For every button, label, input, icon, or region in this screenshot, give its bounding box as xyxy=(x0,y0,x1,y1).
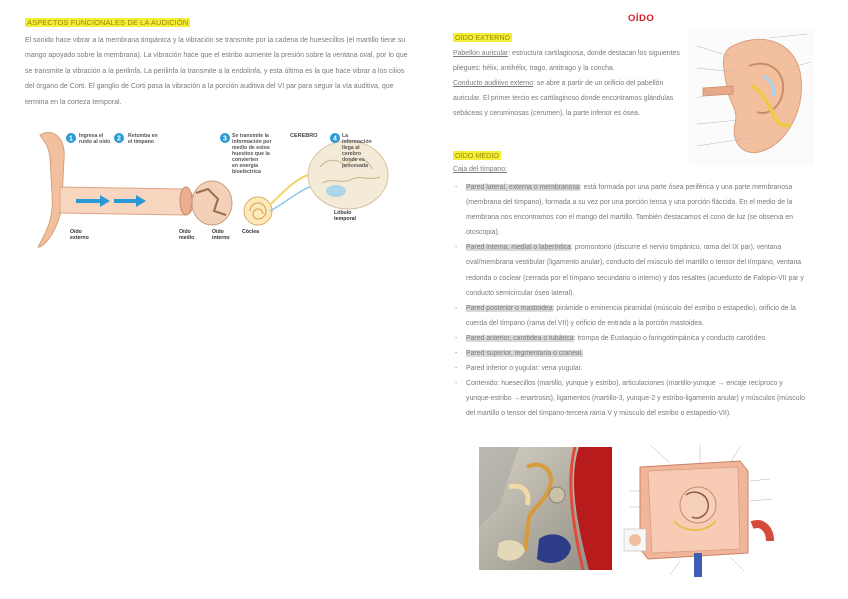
step-badge-1 xyxy=(66,133,110,145)
step-1-number: 1 xyxy=(69,135,73,143)
step-3-line-2: información por xyxy=(232,139,272,145)
term-conducto: Conducto auditivo externo xyxy=(453,80,534,87)
label-lobulo-2: temporal xyxy=(334,216,356,222)
item-text: Contenido: huesecillos (martillo, yunque y estribo), articulaciones (martillo-yunque → encaje recíproco y yunque-estribo →enartrosis), ligamentos (martillo-3, yunque-2 y estribo-ligamento anular) y músculos (músculo del martillo o tensor del tímpano-tercera rama V y músculo del estribo o estapedio-VII). xyxy=(466,380,805,418)
step-3-line-3: medio de estos xyxy=(232,145,270,151)
list-item xyxy=(453,240,809,300)
section-heading-oido-medio: OÍDO MEDIO xyxy=(455,151,499,160)
list-item xyxy=(453,180,809,240)
oido-externo-paragraph-1 xyxy=(453,46,687,76)
item-text: Pared inferior o yugular: vena yugular. xyxy=(466,365,583,373)
label-oido-externo-2: externo xyxy=(70,235,89,241)
step-badge-3 xyxy=(220,133,271,175)
step-2-line-2: el tímpano xyxy=(128,139,154,145)
step-3-line-1: Se transmite la xyxy=(232,133,269,139)
label-lobulo-1: Lóbulo xyxy=(334,210,352,216)
caja-timpano-list xyxy=(453,180,809,422)
ossicles-photo xyxy=(479,447,612,570)
label-oido-medio-2: medio xyxy=(179,235,195,241)
step-4-line-2: información xyxy=(342,139,372,145)
item-term: Pared lateral, externa o membranosa xyxy=(466,184,580,191)
step-1-line-1: Ingresa el xyxy=(79,133,104,139)
hearing-process-diagram xyxy=(36,129,396,249)
item-text: : está formada por una parte ósea periférica y una parte membranosa (membrana del tímpano), formada a su vez por una porción tensa y una porción fláccida. En el medio de la membrana nos encontramos con el mango del martillo. También destacamos el cono de luz (se observa en otoscopia). xyxy=(466,184,793,237)
term-pabellon: Pabellón auricular xyxy=(453,50,509,57)
step-4-line-5: donde es xyxy=(342,157,365,163)
step-3-line-5: convierten xyxy=(232,157,259,163)
step-3-number: 3 xyxy=(223,135,227,143)
step-3-line-6: en energía xyxy=(232,163,258,169)
list-item xyxy=(453,301,809,331)
label-oido-medio-1: Oído xyxy=(179,229,191,235)
step-3-line-4: huesitos que la xyxy=(232,151,270,157)
list-item xyxy=(453,376,809,421)
list-item xyxy=(453,331,809,346)
page-title: OÍDO xyxy=(628,13,655,24)
text-conducto: : se abre a partir de un orificio del pabellón auricular. El primer tercio es cartilaginoso donde encontramos glándulas sebáceas y ceruminosas (cerumen), la parte inferior es ósea. xyxy=(453,80,674,118)
middle-ear-cavity-figure xyxy=(620,441,786,581)
section-heading-oido-externo: OÍDO EXTERNO xyxy=(455,33,511,42)
item-text: : pirámide o eminencia piramidal (músculo del estribo o estapedio), orificio de la cuerda del tímpano (rama del VII) y orificio de entrada a la porción mastoidea. xyxy=(466,304,796,327)
step-badge-2 xyxy=(114,133,158,145)
eardrum-shape xyxy=(180,187,192,215)
step-4-line-1: La xyxy=(342,133,349,139)
step-4-number: 4 xyxy=(333,135,337,143)
text-pabellon: : estructura cartilaginosa, donde destacan los siguientes pliegues: hélix, antihélix, trago, antitrago y la concha. xyxy=(453,50,680,73)
item-term: Pared posterior o mastoidea xyxy=(466,304,553,312)
label-oido-interno-2: interno xyxy=(212,235,230,241)
item-term: Pared superior, tegmentaria o craneal. xyxy=(466,350,584,358)
section-heading-aspectos: ASPECTOS FUNCIONALES DE LA AUDICIÓN xyxy=(27,18,189,27)
item-term: Pared anterior, carotidea o tubárica xyxy=(466,334,574,342)
step-2-number: 2 xyxy=(117,135,121,143)
item-text: : trompa de Eustaquio o faringotimpánica y conducto carotídeo. xyxy=(573,334,768,342)
label-oido-externo-1: Oído xyxy=(70,229,82,235)
item-term: Pared interna, medial o laberíntica xyxy=(466,244,571,252)
step-4-line-4: cerebro xyxy=(342,151,362,157)
list-item xyxy=(453,361,809,376)
step-4-line-3: llega al xyxy=(342,145,360,151)
oido-externo-paragraph-2 xyxy=(453,76,687,122)
step-2-line-1: Retumba en xyxy=(128,133,158,139)
label-coclea: Cóclea xyxy=(242,229,260,235)
caja-timpano-label: Caja del tímpano: xyxy=(453,166,508,173)
middle-ear-shape xyxy=(192,181,232,225)
list-item xyxy=(453,346,809,361)
cochlea-shape xyxy=(244,197,272,225)
step-4-line-6: procesada xyxy=(342,163,368,169)
label-oido-interno-1: Oído xyxy=(212,229,224,235)
item-text: : promontorio (discurre el nervio timpánico, rama del IX par), ventana oval/membrana vestibular (ligamento anular), conducto del músculo del martillo o tensor del tímpano, ventana redonda o coclear (cerrada por el tímpano secundario o interno) y dos resaltes (acueducto de Falopio-VII par y conducto semicircular óseo lateral). xyxy=(466,244,804,297)
audicion-paragraph: El sonido hace vibrar a la membrana timpánica y la vibración se transmite por la cadena de huesecillos (el martillo tiene su mango apoyado sobre la membrana). La vibración hace que el estribo aumente la presión sobre la ventana oval, por lo que se transmite la vibración a la perilinfa. La perilinfa la transmite a la endolinfa, y esta última es la que hace vibrar a los cilios del órgano de Corti. El ganglio de Corti pasa la vibración a la porción auditiva del VI par para seguir la vía auditiva, que termina en la corteza temporal. xyxy=(25,37,408,106)
step-1-line-2: ruido al oído xyxy=(79,139,111,145)
outer-ear-anatomy-figure xyxy=(689,28,814,166)
cerebro-label: CEREBRO xyxy=(290,133,318,139)
step-3-line-7: bioeléctrica xyxy=(232,169,261,175)
